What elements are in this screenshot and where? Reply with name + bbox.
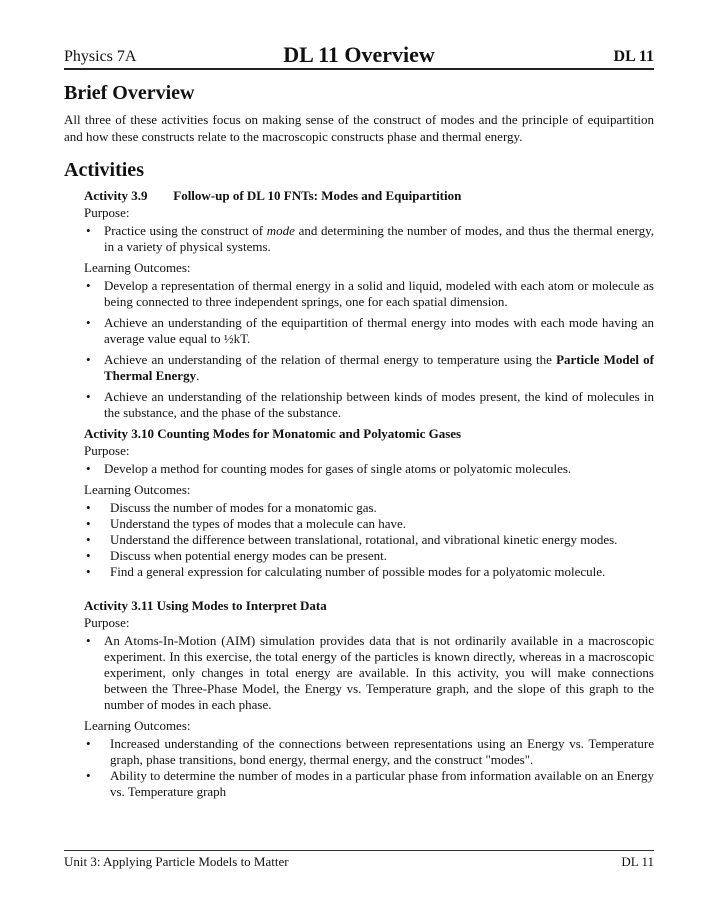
footer-unit: Unit 3: Applying Particle Models to Matter	[64, 854, 289, 869]
outcome-item	[84, 278, 654, 310]
activity-name: Using Modes to Interpret Data	[156, 598, 327, 613]
activity-title	[84, 426, 654, 442]
item-text: Develop a representation of thermal energy in a solid and liquid, modeled with each atom or molecule as being connected to three independent springs, one for each spatial dimension.	[104, 278, 654, 309]
outcome-item	[84, 500, 654, 516]
purpose-list	[84, 461, 654, 477]
activity-number: Activity 3.9	[84, 188, 148, 203]
page	[64, 40, 654, 804]
activity-block	[84, 426, 654, 580]
activity-number: Activity 3.11	[84, 598, 154, 613]
document-code: DL 11	[613, 48, 654, 65]
outcome-item	[84, 548, 654, 564]
item-text: Achieve an understanding of the relation of thermal energy to temperature using the	[104, 352, 557, 367]
item-text: Ability to determine the number of modes in a particular phase from information available on an Energy vs. Temperature graph	[110, 768, 654, 799]
purpose-label: Purpose:	[84, 443, 130, 458]
page-footer	[64, 850, 654, 870]
outcomes-list	[84, 278, 654, 421]
activity-block	[84, 584, 654, 800]
purpose-item	[84, 223, 654, 255]
purpose-label: Purpose:	[84, 615, 130, 630]
document-title: DL 11 Overview	[283, 42, 435, 67]
page-header	[64, 40, 654, 70]
item-text: Discuss the number of modes for a monatomic gas.	[110, 500, 377, 515]
outcome-item	[84, 768, 654, 800]
item-text-end: ½kT.	[220, 331, 251, 346]
item-text: Understand the types of modes that a molecule can have.	[110, 516, 407, 531]
outcome-item	[84, 352, 654, 384]
activities-heading: Activities	[64, 159, 144, 181]
purpose-item	[84, 633, 654, 713]
item-text: Increased understanding of the connections between representations using an Energy vs. Temperature graph, phase transitions, bond energy, thermal energy, and the construct "modes".	[110, 736, 654, 767]
item-text: Find a general expression for calculating number of possible modes for a polyatomic molecule.	[110, 564, 606, 579]
item-emphasis: mode	[266, 223, 295, 238]
outcome-item	[84, 736, 654, 768]
activity-title	[84, 188, 654, 204]
outcomes-label: Learning Outcomes:	[84, 718, 191, 733]
activity-name: Follow-up of DL 10 FNTs: Modes and Equipartition	[173, 188, 462, 203]
activity-block	[84, 188, 654, 421]
item-text: Discuss when potential energy modes can be present.	[110, 548, 388, 563]
item-text: Achieve an understanding of the equipartition of thermal energy into modes with each mode having an average value equal to	[104, 315, 654, 346]
outcomes-label: Learning Outcomes:	[84, 260, 191, 275]
item-text: Achieve an understanding of the relationship between kinds of modes present, the kind of molecules in the substance, and the phase of the substance.	[104, 389, 654, 420]
item-text: Understand the difference between translational, rotational, and vibrational kinetic energy modes.	[110, 532, 618, 547]
outcome-item	[84, 315, 654, 347]
purpose-list	[84, 633, 654, 713]
item-text-end: and determining the number of modes, and thus the thermal energy, in a variety of physical systems.	[104, 223, 654, 254]
activity-title	[84, 598, 654, 614]
brief-overview-heading: Brief Overview	[64, 82, 195, 104]
spacer	[84, 584, 654, 594]
footer-code: DL 11	[621, 854, 654, 869]
outcome-item	[84, 564, 654, 580]
purpose-list	[84, 223, 654, 255]
brief-overview-text: All three of these activities focus on making sense of the construct of modes and the principle of equipartition and how these constructs relate to the macroscopic constructs phase and thermal energy.	[64, 112, 654, 144]
outcomes-label: Learning Outcomes:	[84, 482, 191, 497]
item-bold: Particle Model of Thermal Energy	[104, 352, 654, 383]
course-name: Physics 7A	[64, 48, 137, 65]
outcomes-list	[84, 500, 654, 580]
outcomes-list	[84, 736, 654, 800]
item-text: Practice using the construct of	[104, 223, 267, 238]
item-text: Develop a method for counting modes for gases of single atoms or polyatomic molecules.	[104, 461, 572, 476]
activity-name: Counting Modes for Monatomic and Polyatomic Gases	[157, 426, 462, 441]
item-text-end: .	[196, 368, 200, 383]
purpose-item	[84, 461, 654, 477]
outcome-item	[84, 516, 654, 532]
activity-number: Activity 3.10	[84, 426, 155, 441]
outcome-item	[84, 532, 654, 548]
purpose-label: Purpose:	[84, 205, 130, 220]
activities-list	[64, 188, 654, 800]
item-text: An Atoms-In-Motion (AIM) simulation provides data that is not ordinarily available in a macroscopic experiment. In this exercise, the total energy of the particles is known directly, whereas in a macroscopic experiment, only changes in total energy are available. In this activity, you will make connections between the Three-Phase Model, the Energy vs. Temperature graph, and the slope of this graph to the number of modes in each phase.	[104, 633, 654, 712]
outcome-item	[84, 389, 654, 421]
